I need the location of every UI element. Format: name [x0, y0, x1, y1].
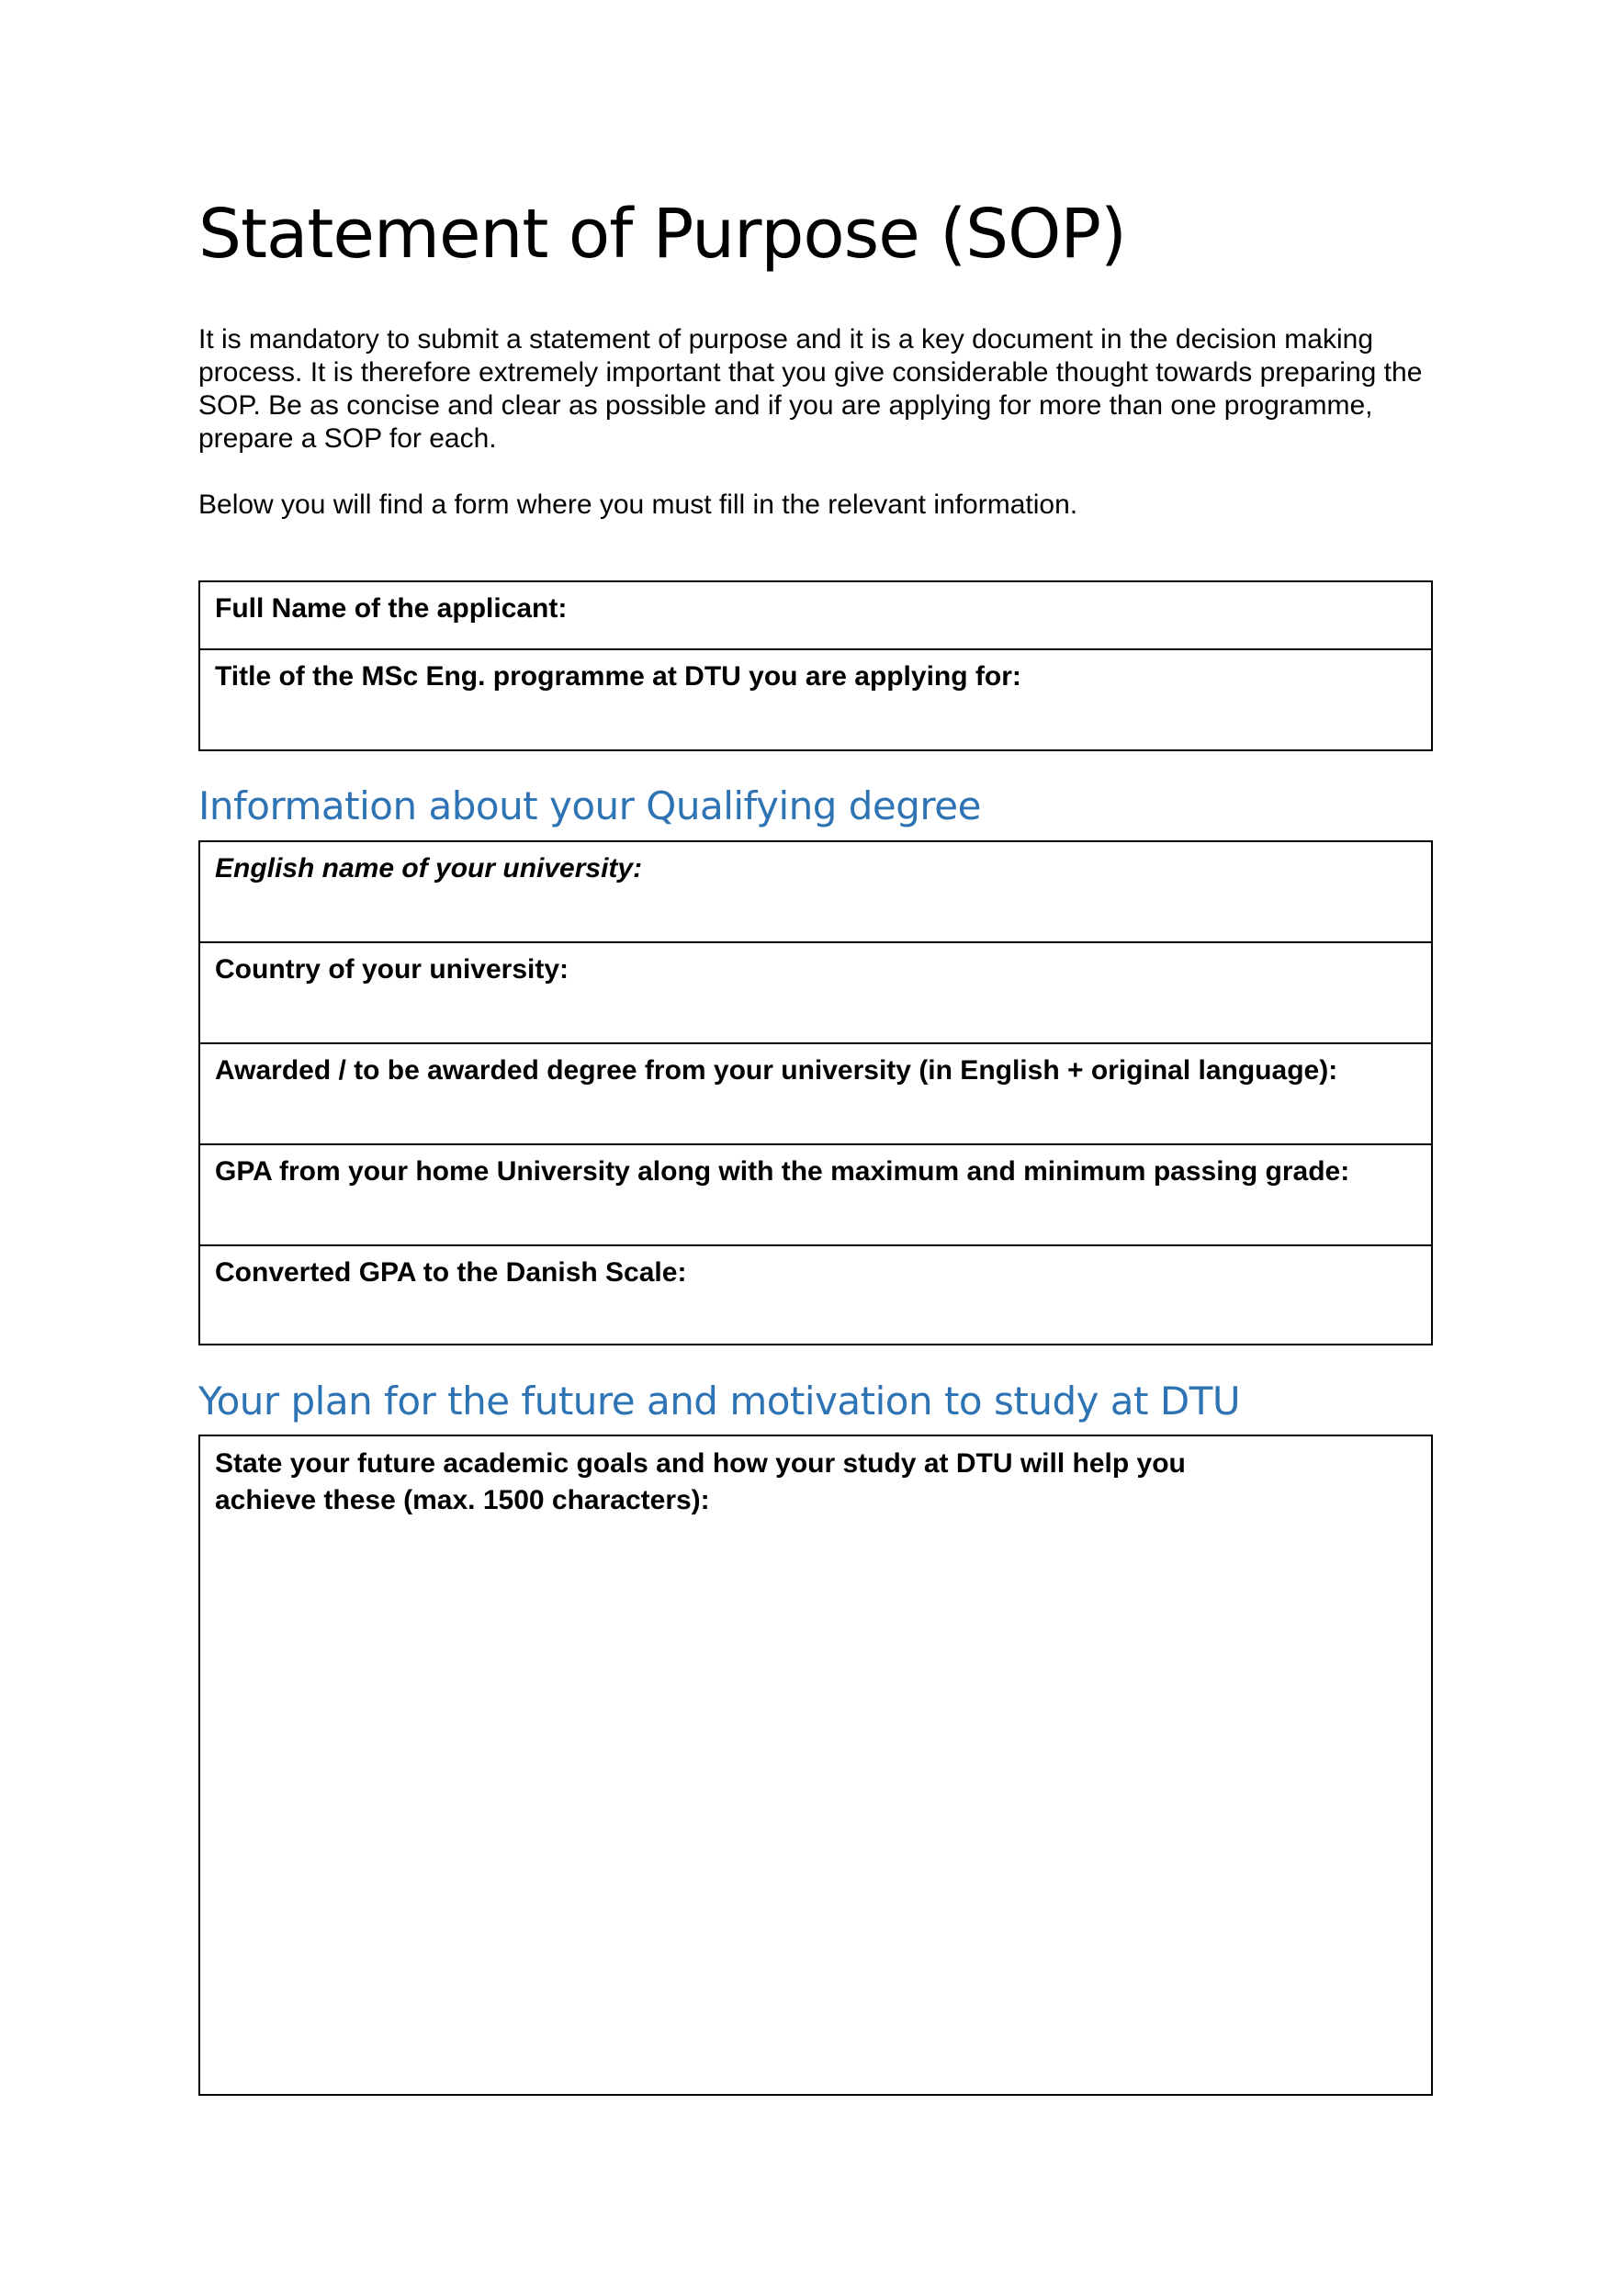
degree-field[interactable] — [200, 1044, 1431, 1145]
gpa-label: GPA from your home University along with the maximum and minimum passing grade: — [215, 1156, 1350, 1187]
university-name-field[interactable] — [200, 842, 1431, 943]
programme-title-label: Title of the MSc Eng. programme at DTU you are applying for: — [215, 661, 1021, 692]
applicant-form-table — [198, 580, 1433, 751]
intro-instruction: Below you will find a form where you must fill in the relevant information. — [198, 490, 1078, 520]
degree-label: Awarded / to be awarded degree from your university (in English + original language): — [215, 1055, 1338, 1086]
gpa-field[interactable] — [200, 1145, 1431, 1246]
future-goals-label — [200, 1436, 1431, 1519]
future-goals-field[interactable] — [198, 1435, 1433, 2096]
full-name-field[interactable] — [200, 582, 1431, 650]
intro-text — [198, 323, 1448, 522]
university-name-label: English name of your university: — [215, 853, 643, 884]
converted-gpa-field[interactable] — [200, 1246, 1431, 1344]
future-goals-label-line: State your future academic goals and how your study at DTU will help you — [215, 1448, 1186, 1479]
programme-title-field[interactable] — [200, 650, 1431, 749]
converted-gpa-label: Converted GPA to the Danish Scale: — [215, 1257, 687, 1288]
university-country-field[interactable] — [200, 943, 1431, 1044]
future-goals-label-line: achieve these (max. 1500 characters): — [215, 1485, 710, 1515]
qualifying-degree-table — [198, 840, 1433, 1345]
full-name-label: Full Name of the applicant: — [215, 593, 568, 624]
page-title: Statement of Purpose (SOP) — [198, 195, 1126, 274]
future-plan-heading: Your plan for the future and motivation to study at DTU — [198, 1379, 1241, 1424]
university-country-label: Country of your university: — [215, 954, 569, 985]
qualifying-degree-heading: Information about your Qualifying degree — [198, 783, 981, 828]
intro-paragraph: It is mandatory to submit a statement of purpose and it is a key document in the decision making process. It is therefore extremely important that you give considerable thought towards preparing the SOP. Be as concise and clear as possible and if you are applying for more than one programme, prepare a SOP for each. — [198, 324, 1423, 454]
